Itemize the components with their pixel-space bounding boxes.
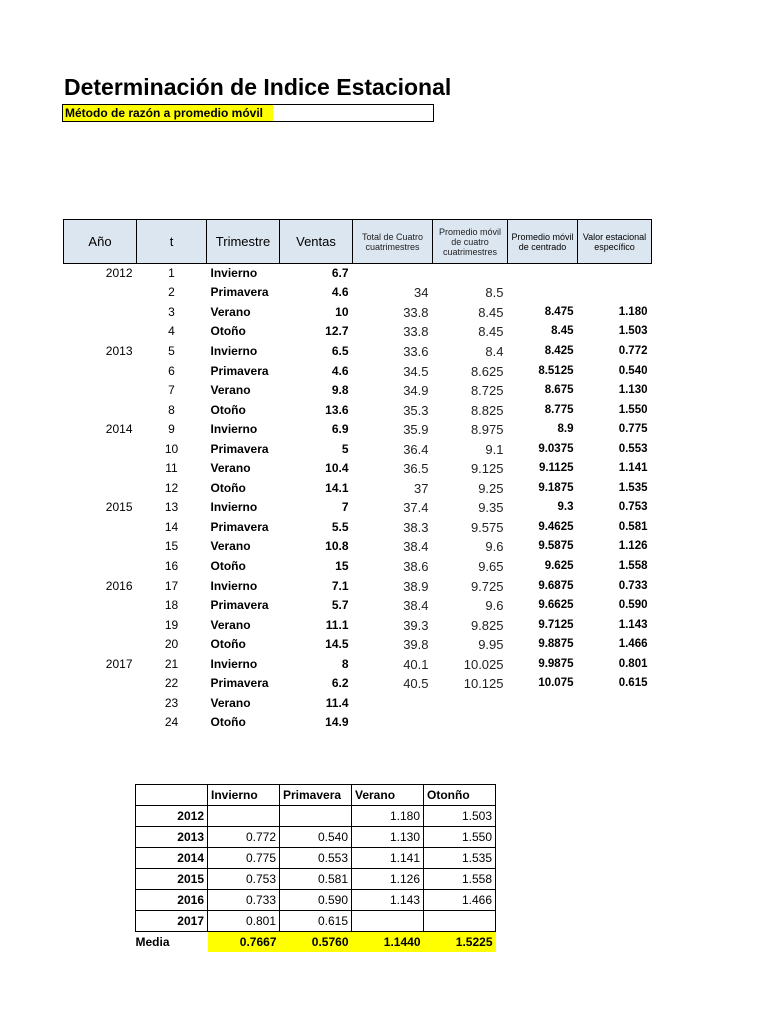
centrado-cell: 8.45 (551, 325, 574, 338)
table-row (64, 694, 652, 714)
centrado-cell (508, 264, 578, 284)
total-cell (353, 264, 433, 284)
summary-row (136, 827, 496, 848)
promedio-cell: 8.625 (470, 363, 504, 379)
t-cell: 1 (168, 266, 175, 281)
t-cell: 9 (168, 422, 175, 437)
table-row (64, 303, 652, 323)
page-title: Determinación de Indice Estacional (64, 74, 452, 100)
summary-header-cell: Verano (352, 785, 424, 806)
promedio-cell: 8.5 (485, 285, 504, 301)
promedio-cell: 9.125 (470, 461, 504, 477)
centrado-cell: 8.425 (544, 344, 574, 357)
header-promedio: Promedio móvil de cuatro cuatrimestres (433, 220, 508, 264)
year-cell (64, 674, 137, 694)
promedio-cell (433, 694, 508, 714)
total-cell: 38.3 (403, 519, 429, 535)
summary-value-cell: 0.553 (280, 848, 352, 869)
summary-header-cell: Invierno (208, 785, 280, 806)
summary-row (136, 806, 496, 827)
t-cell: 4 (168, 324, 175, 339)
table-row (64, 342, 652, 362)
trimestre-cell: Primavera (210, 598, 269, 613)
valor-cell (578, 694, 652, 714)
promedio-cell: 9.725 (470, 578, 504, 594)
total-cell: 36.4 (403, 441, 429, 457)
summary-value-cell: 1.503 (424, 806, 496, 827)
header-year: Año (64, 220, 137, 264)
total-cell: 33.8 (403, 324, 429, 340)
media-label: Media (135, 935, 170, 949)
summary-body (136, 785, 496, 953)
ventas-cell: 14.9 (325, 715, 349, 730)
year-cell (64, 439, 137, 459)
valor-cell: 0.581 (618, 520, 648, 533)
trimestre-cell: Verano (210, 695, 251, 710)
header-valor: Valor estacional específico (578, 220, 652, 264)
table-row (64, 439, 652, 459)
summary-value-cell: 1.141 (352, 848, 424, 869)
t-cell: 21 (164, 656, 179, 671)
ventas-cell: 10.8 (325, 539, 349, 554)
year-cell: 2017 (105, 656, 133, 671)
centrado-cell: 8.775 (544, 403, 574, 416)
promedio-cell: 8.4 (485, 343, 504, 359)
trimestre-cell: Primavera (210, 519, 269, 534)
summary-value-cell: 0.615 (280, 911, 352, 932)
t-cell: 16 (164, 558, 179, 573)
promedio-cell: 9.6 (485, 598, 504, 614)
centrado-cell: 8.5125 (538, 364, 574, 377)
ventas-cell: 4.6 (331, 285, 349, 300)
promedio-cell: 10.125 (463, 676, 504, 692)
centrado-cell (508, 283, 578, 303)
t-cell: 5 (168, 343, 175, 358)
summary-value-cell (424, 911, 496, 932)
trimestre-cell: Otoño (210, 558, 246, 573)
header-t: t (137, 220, 207, 264)
table-row (64, 615, 652, 635)
valor-cell: 0.540 (618, 364, 648, 377)
media-value-cell: 1.5225 (424, 932, 496, 953)
table-body (64, 264, 652, 733)
total-cell: 39.8 (403, 637, 429, 653)
centrado-cell: 9.9875 (538, 657, 574, 670)
centrado-cell: 9.3 (557, 501, 574, 514)
trimestre-cell: Primavera (210, 285, 269, 300)
ventas-cell: 5 (341, 441, 349, 456)
valor-cell (578, 713, 652, 733)
header-ventas: Ventas (280, 220, 353, 264)
total-cell (353, 694, 433, 714)
valor-cell: 1.466 (618, 638, 648, 651)
trimestre-cell: Primavera (210, 676, 269, 691)
year-cell (64, 615, 137, 635)
method-label (62, 104, 434, 122)
trimestre-cell: Otoño (210, 402, 246, 417)
promedio-cell (433, 713, 508, 733)
ventas-cell: 5.7 (331, 598, 349, 613)
ventas-cell: 9.8 (331, 383, 349, 398)
trimestre-cell: Primavera (210, 441, 269, 456)
ventas-cell: 11.4 (325, 695, 349, 710)
trimestre-cell: Invierno (210, 422, 258, 437)
summary-value-cell (280, 806, 352, 827)
year-cell: 2016 (105, 578, 133, 593)
t-cell: 3 (168, 304, 175, 319)
valor-cell: 1.503 (618, 325, 648, 338)
summary-year-cell: 2012 (136, 806, 208, 827)
trimestre-cell: Verano (210, 461, 251, 476)
year-cell: 2015 (105, 500, 133, 515)
total-cell: 34.5 (403, 363, 429, 379)
table-row (64, 498, 652, 518)
total-cell: 38.9 (403, 578, 429, 594)
year-cell: 2014 (105, 422, 133, 437)
trimestre-cell: Otoño (210, 715, 246, 730)
trimestre-cell: Invierno (210, 343, 258, 358)
media-value-cell: 0.5760 (280, 932, 352, 953)
promedio-cell: 9.1 (485, 441, 504, 457)
year-cell (64, 635, 137, 655)
year-cell (64, 596, 137, 616)
centrado-cell: 10.075 (538, 677, 574, 690)
year-cell (64, 557, 137, 577)
promedio-cell: 8.825 (470, 402, 504, 418)
total-cell: 36.5 (403, 461, 429, 477)
promedio-cell: 9.825 (470, 617, 504, 633)
trimestre-cell: Otoño (210, 480, 246, 495)
media-value-cell: 0.7667 (208, 932, 280, 953)
ventas-cell: 7 (341, 500, 349, 515)
year-cell (64, 694, 137, 714)
ventas-cell: 12.7 (325, 324, 349, 339)
promedio-cell: 8.725 (470, 383, 504, 399)
table-row (64, 479, 652, 499)
t-cell: 8 (168, 402, 175, 417)
total-cell (353, 713, 433, 733)
total-cell: 38.4 (403, 539, 429, 555)
promedio-cell: 9.35 (478, 500, 504, 516)
total-cell: 40.5 (403, 676, 429, 692)
year-cell: 2013 (105, 343, 133, 358)
summary-year-cell: 2013 (136, 827, 208, 848)
media-value-cell: 1.1440 (352, 932, 424, 953)
valor-cell: 1.126 (618, 540, 648, 553)
summary-value-cell: 0.775 (208, 848, 280, 869)
t-cell: 20 (164, 637, 179, 652)
centrado-cell: 9.1125 (538, 462, 574, 475)
table-row (64, 361, 652, 381)
centrado-cell: 9.5875 (538, 540, 574, 553)
t-cell: 12 (164, 480, 179, 495)
summary-value-cell: 1.130 (352, 827, 424, 848)
header-total: Total de Cuatro cuatrimestres (353, 220, 433, 264)
centrado-cell: 8.675 (544, 384, 574, 397)
t-cell: 10 (164, 441, 179, 456)
centrado-cell: 9.6625 (538, 599, 574, 612)
centrado-cell: 9.0375 (538, 442, 574, 455)
ventas-cell: 13.6 (325, 402, 349, 417)
summary-value-cell: 1.143 (352, 890, 424, 911)
centrado-cell: 9.6875 (538, 579, 574, 592)
t-cell: 15 (164, 539, 179, 554)
table-row (64, 674, 652, 694)
summary-value-cell: 0.801 (208, 911, 280, 932)
summary-value-cell: 0.772 (208, 827, 280, 848)
promedio-cell (433, 264, 508, 284)
summary-header-cell: Otonño (424, 785, 496, 806)
year-cell (64, 479, 137, 499)
t-cell: 24 (164, 715, 179, 730)
promedio-cell: 8.45 (478, 324, 504, 340)
centrado-cell (508, 694, 578, 714)
summary-year-cell: 2017 (136, 911, 208, 932)
ventas-cell: 6.7 (331, 266, 349, 281)
total-cell: 39.3 (403, 617, 429, 633)
ventas-cell: 6.5 (331, 343, 349, 358)
ventas-cell: 8 (341, 656, 349, 671)
promedio-cell: 9.65 (478, 558, 504, 574)
t-cell: 19 (164, 617, 179, 632)
centrado-cell: 8.475 (544, 305, 574, 318)
centrado-cell (508, 713, 578, 733)
summary-year-cell: 2015 (136, 869, 208, 890)
summary-year-cell: 2014 (136, 848, 208, 869)
centrado-cell: 9.4625 (538, 520, 574, 533)
seasonal-index-table (63, 219, 652, 733)
promedio-cell: 9.575 (470, 519, 504, 535)
year-cell (64, 537, 137, 557)
summary-row (136, 890, 496, 911)
trimestre-cell: Verano (210, 617, 251, 632)
ventas-cell: 5.5 (331, 519, 349, 534)
year-cell (64, 283, 137, 303)
year-cell (64, 303, 137, 323)
ventas-cell: 7.1 (331, 578, 349, 593)
trimestre-cell: Verano (210, 539, 251, 554)
valor-cell: 1.550 (618, 403, 648, 416)
summary-value-cell: 1.535 (424, 848, 496, 869)
table-row (64, 322, 652, 342)
summary-value-cell: 1.558 (424, 869, 496, 890)
summary-row (136, 869, 496, 890)
ventas-cell: 11.1 (325, 617, 349, 632)
summary-value-cell: 1.466 (424, 890, 496, 911)
valor-cell: 0.801 (618, 657, 648, 670)
year-cell (64, 361, 137, 381)
promedio-cell: 10.025 (463, 656, 504, 672)
ventas-cell: 14.1 (325, 480, 349, 495)
t-cell: 23 (164, 695, 179, 710)
year-cell (64, 518, 137, 538)
t-cell: 22 (164, 676, 179, 691)
total-cell: 38.6 (403, 558, 429, 574)
valor-cell: 1.558 (618, 559, 648, 572)
trimestre-cell: Verano (210, 383, 251, 398)
table-row (64, 576, 652, 596)
t-cell: 17 (164, 578, 179, 593)
method-label-text: Método de razón a promedio móvil (63, 105, 273, 121)
year-cell (64, 322, 137, 342)
t-cell: 14 (164, 519, 179, 534)
summary-value-cell: 0.733 (208, 890, 280, 911)
valor-cell: 1.143 (618, 618, 648, 631)
ventas-cell: 6.9 (331, 422, 349, 437)
promedio-cell: 9.6 (485, 539, 504, 555)
summary-table (135, 784, 496, 952)
promedio-cell: 8.45 (478, 304, 504, 320)
t-cell: 7 (168, 383, 175, 398)
valor-cell: 0.553 (618, 442, 648, 455)
valor-cell: 0.615 (618, 677, 648, 690)
table-row (64, 459, 652, 479)
valor-cell (578, 283, 652, 303)
t-cell: 18 (164, 598, 179, 613)
trimestre-cell: Otoño (210, 324, 246, 339)
trimestre-cell: Invierno (210, 656, 258, 671)
valor-cell: 1.141 (618, 462, 648, 475)
summary-value-cell: 1.126 (352, 869, 424, 890)
centrado-cell: 8.9 (557, 423, 574, 436)
header-centrado: Promedio móvil de centrado (508, 220, 578, 264)
total-cell: 37.4 (403, 500, 429, 516)
valor-cell: 1.180 (618, 305, 648, 318)
total-cell: 33.8 (403, 304, 429, 320)
table-row (64, 381, 652, 401)
centrado-cell: 9.1875 (538, 481, 574, 494)
table-row (64, 537, 652, 557)
total-cell: 37 (414, 480, 429, 496)
table-row (64, 713, 652, 733)
ventas-cell: 4.6 (331, 363, 349, 378)
total-cell: 34 (414, 285, 429, 301)
media-row (136, 932, 496, 953)
table-row (64, 283, 652, 303)
summary-value-cell (208, 806, 280, 827)
summary-header-cell: Primavera (280, 785, 352, 806)
summary-row (136, 911, 496, 932)
year-cell (64, 713, 137, 733)
ventas-cell: 6.2 (331, 676, 349, 691)
valor-cell (578, 264, 652, 284)
valor-cell: 0.753 (618, 501, 648, 514)
trimestre-cell: Invierno (210, 266, 258, 281)
promedio-cell: 9.95 (478, 637, 504, 653)
summary-header-row (136, 785, 496, 806)
t-cell: 2 (168, 285, 175, 300)
table-row (64, 420, 652, 440)
centrado-cell: 9.625 (544, 559, 574, 572)
total-cell: 40.1 (403, 656, 429, 672)
valor-cell: 1.535 (618, 481, 648, 494)
total-cell: 34.9 (403, 383, 429, 399)
trimestre-cell: Verano (210, 304, 251, 319)
trimestre-cell: Invierno (210, 578, 258, 593)
trimestre-cell: Invierno (210, 500, 258, 515)
header-trimestre: Trimestre (207, 220, 280, 264)
summary-value-cell: 0.581 (280, 869, 352, 890)
table-row (64, 596, 652, 616)
summary-value-cell: 0.540 (280, 827, 352, 848)
year-cell (64, 381, 137, 401)
total-cell: 33.6 (403, 343, 429, 359)
summary-year-cell: 2016 (136, 890, 208, 911)
summary-value-cell: 1.180 (352, 806, 424, 827)
ventas-cell: 10 (335, 304, 349, 319)
year-cell (64, 400, 137, 420)
table-row (64, 654, 652, 674)
promedio-cell: 8.975 (470, 422, 504, 438)
ventas-cell: 14.5 (325, 637, 349, 652)
valor-cell: 0.590 (618, 599, 648, 612)
ventas-cell: 15 (335, 558, 349, 573)
header-row (64, 220, 652, 264)
table-row (64, 400, 652, 420)
table-row (64, 518, 652, 538)
valor-cell: 0.772 (618, 344, 648, 357)
total-cell: 38.4 (403, 598, 429, 614)
summary-value-cell: 1.550 (424, 827, 496, 848)
summary-row (136, 848, 496, 869)
valor-cell: 0.775 (618, 423, 648, 436)
total-cell: 35.3 (403, 402, 429, 418)
year-cell: 2012 (105, 266, 133, 281)
t-cell: 11 (165, 461, 178, 476)
trimestre-cell: Primavera (210, 363, 269, 378)
summary-value-cell: 0.753 (208, 869, 280, 890)
table-row (64, 635, 652, 655)
trimestre-cell: Otoño (210, 637, 246, 652)
summary-header-cell (136, 785, 208, 806)
t-cell: 6 (168, 363, 175, 378)
total-cell: 35.9 (403, 422, 429, 438)
year-cell (64, 459, 137, 479)
summary-value-cell (352, 911, 424, 932)
ventas-cell: 10.4 (325, 461, 349, 476)
table-row (64, 264, 652, 284)
t-cell: 13 (164, 500, 179, 515)
table-row (64, 557, 652, 577)
valor-cell: 1.130 (618, 384, 648, 397)
centrado-cell: 9.8875 (538, 638, 574, 651)
centrado-cell: 9.7125 (538, 618, 574, 631)
summary-value-cell: 0.590 (280, 890, 352, 911)
promedio-cell: 9.25 (478, 480, 504, 496)
valor-cell: 0.733 (618, 579, 648, 592)
